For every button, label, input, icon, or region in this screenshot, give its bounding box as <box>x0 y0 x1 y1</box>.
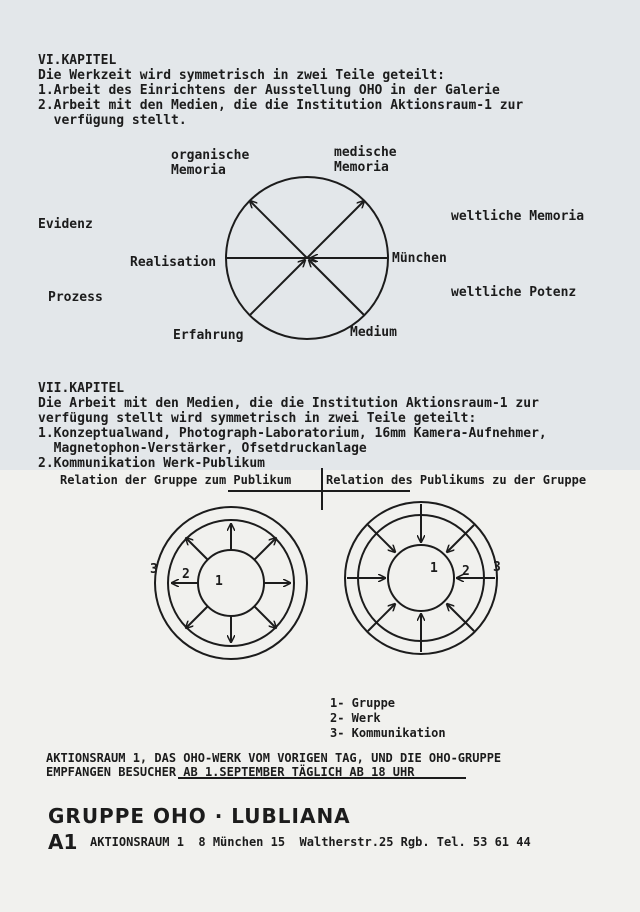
footer-address: AKTIONSRAUM 1 8 München 15 Waltherstr.25 Rgb. Tel. 53 61 44 <box>90 835 531 849</box>
label-medium: Medium <box>350 325 397 340</box>
kapitel7-line-3: 1.Konzeptualwand, Photograph-Laboratorium, 16mm Kamera-Aufnehmer, <box>38 426 547 441</box>
label-medische-memoria: medische Memoria <box>334 145 397 175</box>
label-organische-memoria: organische Memoria <box>171 148 250 178</box>
relation-right-label: Relation des Publikums zu der Gruppe <box>326 473 587 487</box>
kapitel7-heading: VII.KAPITEL <box>38 381 125 396</box>
left-ring-label-3: 3 <box>150 562 158 577</box>
right-ring-label-2: 2 <box>462 564 470 579</box>
kapitel6-line-2: 1.Arbeit des Einrichtens der Ausstellung OHO in der Galerie <box>38 83 500 98</box>
label-realisation: Realisation <box>130 255 217 270</box>
label-evidenz: Evidenz <box>38 217 93 232</box>
kapitel7-line-5: 2.Kommunikation Werk-Publikum <box>38 456 265 471</box>
diagram2-left-rings <box>155 507 307 659</box>
legend-item-2: 2- Werk <box>330 711 381 725</box>
label-weltliche-memoria: weltliche Memoria <box>451 209 585 224</box>
label-prozess: Prozess <box>48 290 103 305</box>
right-ring-label-3: 3 <box>493 560 501 575</box>
legend-item-1: 1- Gruppe <box>330 696 396 710</box>
left-ring-label-1: 1 <box>215 574 223 589</box>
right-ring-label-1: 1 <box>430 561 438 576</box>
kapitel6-heading: VI.KAPITEL <box>38 53 117 68</box>
label-muenchen: München <box>392 251 447 266</box>
footer-title: GRUPPE OHO · LUBLIANA <box>48 804 351 828</box>
kapitel7-line-2: verfügung stellt wird symmetrisch in zwei Teile geteilt: <box>38 411 477 426</box>
left-ring-label-2: 2 <box>182 567 190 582</box>
kapitel7-line-4: Magnetophon-Verstärker, Ofsetdruckanlage <box>38 441 367 456</box>
footer-a1-mark: A1 <box>48 830 78 854</box>
arrow-from-erfahrung <box>250 260 305 315</box>
announcement-line-2: EMPFANGEN BESUCHER AB 1.SEPTEMBER TÄGLICH AB 18 UHR <box>46 765 415 779</box>
arrow-to-medische <box>307 201 364 258</box>
arrow-to-organische <box>250 201 307 258</box>
relation-left-label: Relation der Gruppe zum Publikum <box>60 473 292 487</box>
arrow-from-medium <box>309 260 364 315</box>
kapitel6-line-1: Die Werkzeit wird symmetrisch in zwei Teile geteilt: <box>38 68 445 83</box>
label-erfahrung: Erfahrung <box>173 328 244 343</box>
announcement-line-1: AKTIONSRAUM 1, DAS OHO-WERK VOM VORIGEN TAG, UND DIE OHO-GRUPPE <box>46 751 502 765</box>
diagram2-right-rings <box>345 502 497 654</box>
legend-item-3: 3- Kommunikation <box>330 726 446 740</box>
kapitel6-line-4: verfügung stellt. <box>38 113 187 128</box>
label-weltliche-potenz: weltliche Potenz <box>451 285 577 300</box>
kapitel7-line-1: Die Arbeit mit den Medien, die die Institution Aktionsraum-1 zur <box>38 396 539 411</box>
kapitel6-line-3: 2.Arbeit mit den Medien, die die Institution Aktionsraum-1 zur <box>38 98 524 113</box>
